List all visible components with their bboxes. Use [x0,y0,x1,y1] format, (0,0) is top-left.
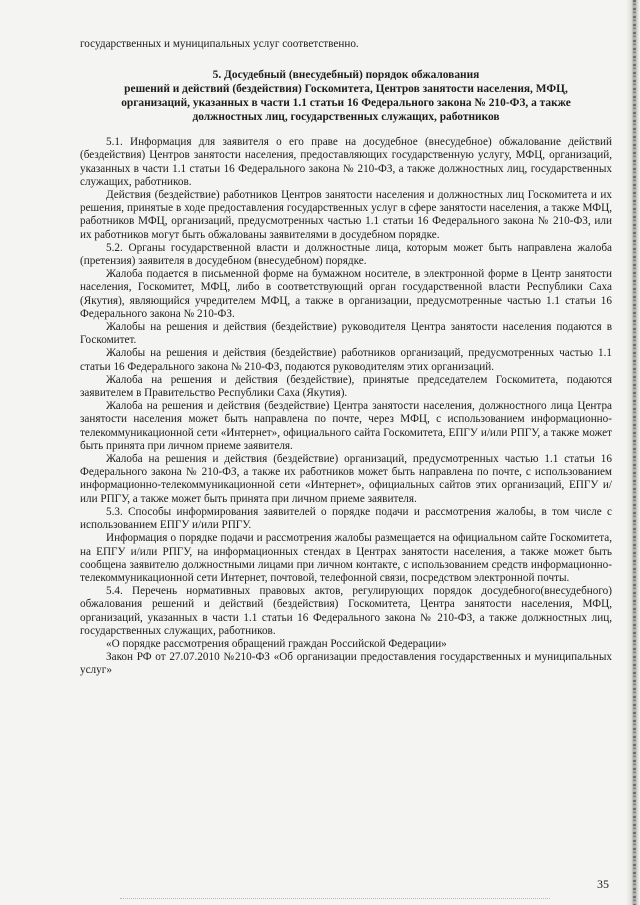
heading-line: организаций, указанных в части 1.1 статьи 16 Федерального закона № 210-ФЗ, а также [121,97,571,110]
page-number: 35 [597,877,609,891]
paragraph-5-2: 5.2. Органы государственной власти и должностные лица, которым может быть направлена жалоба (претензия) заявителя в досудебном (внесудебном) порядке. [80,241,612,268]
carry-over-line: государственных и муниципальных услуг соответственно. [80,38,359,50]
scan-edge-noise [633,0,636,905]
document-page [80,38,612,678]
heading-line: 5. Досудебный (внесудебный) порядок обжалования [212,69,480,82]
paragraph: Жалобы на решения и действия (бездействие) руководителя Центра занятости населения подаются в Госкомитет. [80,321,612,347]
law-title: «О порядке рассмотрения обращений граждан Российской Федерации» [106,637,447,650]
paragraph-5-3: 5.3. Способы информирования заявителей о порядке подачи и рассмотрения жалобы, в том числе с использованием ЕПГУ и/или РПГУ. [80,505,612,532]
scan-footer-artifact [120,898,550,900]
paragraph: Жалоба на решения и действия (бездействие) Центра занятости населения, должностного лица Центра занятости населения может быть направлена по почте, через МФЦ, с использованием информационно-телекоммуникационной сети «Интернет», официального сайта Госкомитета, ЕПГУ и/или РПГУ, а также может быть принята при личном приеме заявителя. [80,400,612,452]
heading-line: решений и действий (бездействия) Госкомитета, Центров занятости населения, МФЦ, [124,83,568,96]
section-heading [80,68,612,124]
paragraph: Действия (бездействие) работников Центров занятости населения и должностных лиц Госкомитета и их решения, принятые в ходе предоставления государственных услуг в сфере занятости населения, а также МФЦ, работников МФЦ, организаций, предусмотренных частью 1.1 статьи 16 Федерального закона № 210-ФЗ, или их работников могут быть обжалованы заявителями в досудебном порядке. [80,189,612,241]
paragraph-5-1: 5.1. Информация для заявителя о его праве на досудебное (внесудебное) обжалование действий (бездействия) Центров занятости населения, предоставляющих государственную услугу, МФЦ, организаций, указанных в части 1.1 статьи 16 Федерального закона № 210-ФЗ, а также должностных лиц, государственных служащих, работников. [80,136,612,188]
paragraph: Жалоба подается в письменной форме на бумажном носителе, в электронной форме в Центр занятости населения, Госкомитет, МФЦ, либо в соответствующий орган государственной власти Республики Саха (Якутия), являющийся учредителем МФЦ, а также в организации, предусмотренные частью 1.1 статьи 16 Федерального закона № 210-ФЗ. [80,268,612,320]
law-title: Закон РФ от 27.07.2010 №210-ФЗ «Об организации предоставления государственных и муниципальных услуг» [80,651,612,677]
paragraph: Жалоба на решения и действия (бездействие), принятые председателем Госкомитета, подаются заявителем в Правительство Республики Саха (Якутия). [80,373,612,400]
paragraph: Информация о порядке подачи и рассмотрения жалобы размещается на официальном сайте Госкомитета, на ЕПГУ и/или РПГУ, на информационных стендах в Центрах занятости населения, а также может быть сообщена заявителю должностными лицами при личном контакте, с использованием средств информационно-телекоммуникационной сети Интернет, почтовой, телефонной связи, посредством электронной почты. [80,532,612,584]
paragraph: Жалобы на решения и действия (бездействие) работников организаций, предусмотренных частью 1.1 статьи 16 Федерального закона № 210-ФЗ, подаются руководителям этих организаций. [80,347,612,373]
heading-line: должностных лиц, государственных служащих, работников [192,111,500,124]
paragraph: Жалоба на решения и действия (бездействие) организаций, предусмотренных частью 1.1 статьи 16 Федерального закона № 210-ФЗ, а также их работников может быть направлена по почте, с использованием информационно-телекоммуникационной сети «Интернет», официальных сайтов этих организаций, ЕПГУ и/или РПГУ, а также может быть принята при личном приеме заявителя. [80,453,612,505]
paragraph-5-4: 5.4. Перечень нормативных правовых актов, регулирующих порядок досудебного(внесудебного) обжалования решений и действий (бездействия) Госкомитета, Центра занятости населения, МФЦ, организаций, указанных в части 1.1 статьи 16 Федерального закона № 210-ФЗ, а также должностных лиц, государственных служащих, работников. [80,585,612,637]
